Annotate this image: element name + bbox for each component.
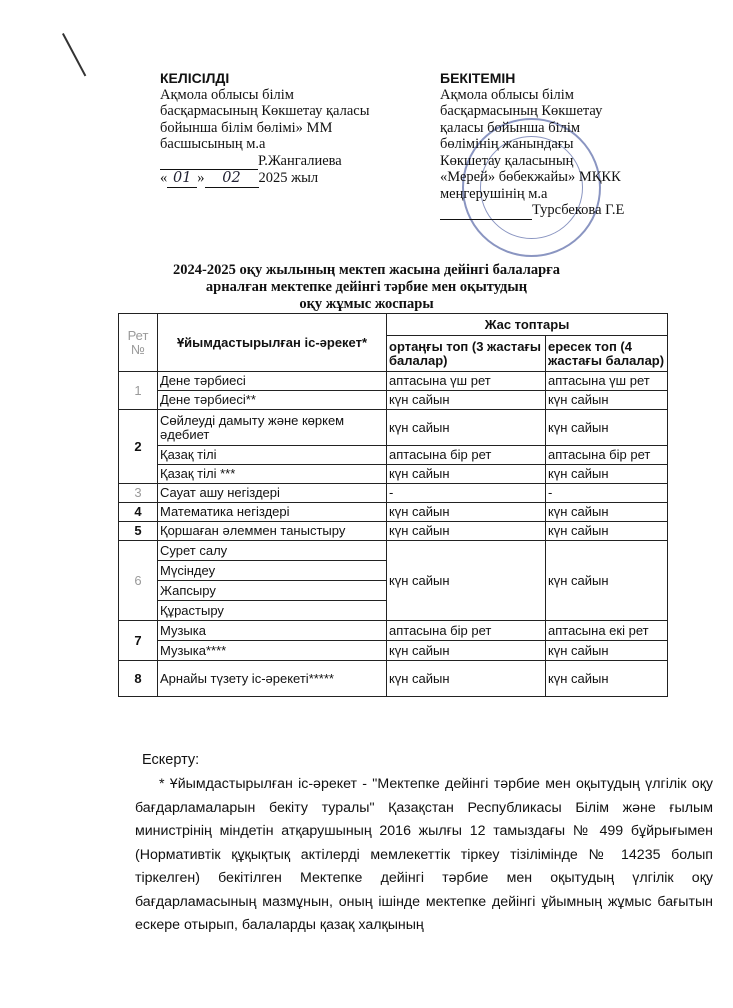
table-row	[119, 391, 668, 410]
right-line: бөлімінің жанындағы	[440, 136, 574, 152]
plan-title-line-3: оқу жұмыс жоспары	[299, 296, 434, 312]
row-num: 4	[119, 503, 158, 522]
approval-block-left	[160, 70, 450, 188]
activity-cell: Жапсыру	[158, 581, 387, 601]
right-line: Ақмола облысы білім	[440, 86, 574, 103]
right-signature-line	[440, 202, 700, 220]
right-line: меңгерушінің м.а	[440, 185, 548, 202]
left-line: басшысының м.а	[160, 136, 266, 152]
table-row	[119, 372, 668, 391]
senior-cell: күн сайын	[546, 641, 668, 661]
header-middle-group: ортаңғы топ (3 жастағы балалар)	[387, 336, 546, 372]
left-line: басқармасының Көкшетау қаласы	[160, 103, 370, 119]
date-day: 01	[167, 170, 197, 188]
middle-cell: күн сайын	[387, 410, 546, 446]
header-groups: Жас топтары	[387, 314, 668, 336]
left-line: бойынша білім бөлімі» ММ	[160, 119, 333, 136]
right-signer: Турсбекова Г.Е	[532, 202, 625, 218]
senior-cell: -	[546, 484, 668, 503]
right-line: Көкшетау қаласының	[440, 152, 574, 169]
activity-cell: Дене тәрбиесі	[158, 372, 387, 391]
senior-cell: аптасына бір рет	[546, 446, 668, 465]
left-signer: Р.Жангалиева	[258, 152, 342, 169]
table-row	[119, 484, 668, 503]
senior-cell: күн сайын	[546, 541, 668, 621]
senior-cell: күн сайын	[546, 465, 668, 484]
row-num: 8	[119, 661, 158, 697]
table-row	[119, 446, 668, 465]
activity-cell: Сөйлеуді дамыту және көркем әдебиет	[158, 410, 387, 446]
row-num: 2	[119, 410, 158, 484]
left-line: Ақмола облысы білім	[160, 86, 294, 103]
table-row	[119, 661, 668, 697]
activity-cell: Музыка	[158, 621, 387, 641]
senior-cell: аптасына екі рет	[546, 621, 668, 641]
plan-title-line-1: 2024-2025 оқу жылының мектеп жасына дейінгі балаларға	[172, 262, 560, 278]
middle-cell: күн сайын	[387, 465, 546, 484]
senior-cell: күн сайын	[546, 661, 668, 697]
date-year: 2025 жыл	[258, 170, 319, 186]
table-row	[119, 641, 668, 661]
date-open-quote: «	[160, 170, 168, 186]
activity-cell: Қазақ тілі ***	[158, 465, 387, 484]
activity-cell: Қоршаған әлеммен таныстыру	[158, 522, 387, 541]
middle-cell: күн сайын	[387, 641, 546, 661]
activity-cell: Сауат ашу негіздері	[158, 484, 387, 503]
plan-title-line-2: арналған мектепке дейінгі тәрбие мен оқытудың	[205, 279, 528, 295]
senior-cell: күн сайын	[546, 522, 668, 541]
table-row	[119, 522, 668, 541]
senior-cell: күн сайын	[546, 391, 668, 410]
table-row	[119, 410, 668, 446]
signature-blank	[440, 202, 532, 220]
table-row	[119, 503, 668, 522]
header-senior-group: ересек топ (4 жастағы балалар)	[546, 336, 668, 372]
row-num: 1	[119, 372, 158, 410]
activity-cell: Математика негіздері	[158, 503, 387, 522]
middle-cell: аптасына бір рет	[387, 621, 546, 641]
header-num: Рет №	[119, 314, 158, 372]
date-close-quote: »	[197, 170, 205, 186]
senior-cell: күн сайын	[546, 503, 668, 522]
middle-cell: күн сайын	[387, 541, 546, 621]
table-header-row	[119, 314, 668, 336]
left-signature-line	[160, 153, 450, 171]
right-line: «Мерей» бөбекжайы» МҚКК	[440, 169, 621, 185]
activity-cell: Сурет салу	[158, 541, 387, 561]
left-heading: КЕЛІСІЛДІ	[160, 70, 230, 86]
activity-cell: Қазақ тілі	[158, 446, 387, 465]
activity-cell: Арнайы түзету іс-әрекеті*****	[158, 661, 387, 697]
middle-cell: аптасына бір рет	[387, 446, 546, 465]
middle-cell: күн сайын	[387, 522, 546, 541]
middle-cell: -	[387, 484, 546, 503]
right-line: қаласы бойынша білім	[440, 119, 581, 136]
curriculum-table	[118, 313, 668, 697]
table-row	[119, 621, 668, 641]
header-activity: Ұйымдастырылған іс-әрекет*	[158, 314, 387, 372]
right-heading: БЕКІТЕМІН	[440, 70, 516, 86]
row-num: 6	[119, 541, 158, 621]
row-num: 5	[119, 522, 158, 541]
middle-cell: күн сайын	[387, 503, 546, 522]
senior-cell: аптасына үш рет	[546, 372, 668, 391]
middle-cell: аптасына үш рет	[387, 372, 546, 391]
senior-cell: күн сайын	[546, 410, 668, 446]
row-num: 3	[119, 484, 158, 503]
left-date	[160, 170, 450, 188]
approval-block-right	[440, 70, 700, 220]
activity-cell: Құрастыру	[158, 601, 387, 621]
note-text: * Ұйымдастырылған іс-әрекет - "Мектепке дейінгі тәрбие мен оқытудың үлгілік оқу бағдарламаларын бекіту туралы" Қазақстан Республикасы Білім және ғылым министрінің міндетін атқарушының 2016 жылғы 12 тамыздағы № 499 бұйрығымен (Нормативтік құқықтық актілерді мемлекеттік тіркеу тізілімінде № 14235 болып тіркелген) бекітілген Мектепке дейінгі тәрбие мен оқытудың үлгілік оқу бағдарламасының мазмұнын, оның ішінде мектепке дейінгі ұйымның жұмыс бағытын ескере отырып, балаларды қазақ халқының	[135, 776, 713, 933]
table-row	[119, 541, 668, 561]
activity-cell: Музыка****	[158, 641, 387, 661]
right-line: басқармасының Көкшетау	[440, 103, 603, 119]
middle-cell: күн сайын	[387, 391, 546, 410]
middle-cell: күн сайын	[387, 661, 546, 697]
note-heading: Ескерту:	[142, 752, 200, 768]
table-row	[119, 465, 668, 484]
handwritten-signature	[160, 153, 258, 171]
activity-cell: Дене тәрбиесі**	[158, 391, 387, 410]
row-num: 7	[119, 621, 158, 661]
scan-mark	[62, 33, 86, 76]
date-month: 02	[205, 170, 259, 188]
activity-cell: Мүсіндеу	[158, 561, 387, 581]
